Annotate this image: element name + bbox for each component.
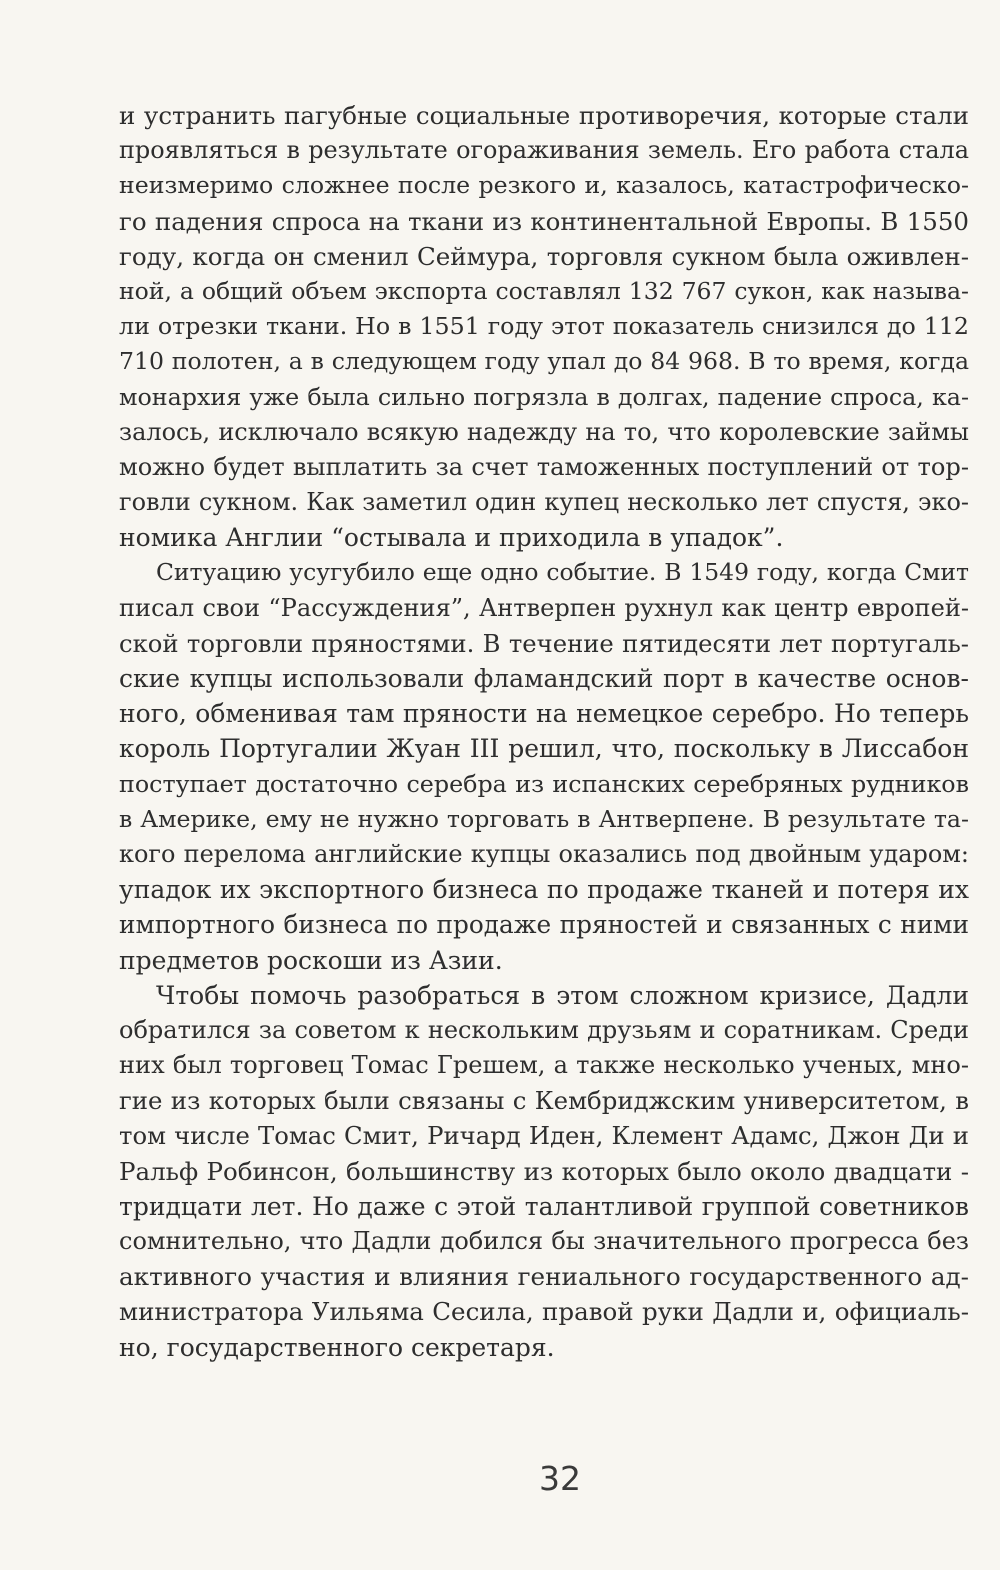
text-line: кого перелома английские купцы оказались под двойным ударом: <box>119 839 969 868</box>
text-line: проявляться в результате огораживания земель. Его работа стала <box>119 136 969 165</box>
text-line: ли отрезки ткани. Но в 1551 году этот показатель снизился до 112 <box>119 312 969 341</box>
text-line: монархия уже была сильно погрязла в долгах, падение спроса, ка- <box>119 382 969 411</box>
body-text <box>119 98 969 1365</box>
text-line: тридцати лет. Но даже с этой талантливой группой советников <box>119 1191 969 1221</box>
text-line: говли сукном. Как заметил один купец несколько лет спустя, эко- <box>119 488 969 517</box>
text-line: обратился за советом к нескольким друзьям и соратникам. Среди <box>119 1015 969 1044</box>
text-line: номика Англии “остывала и приходила в упадок”. <box>119 523 784 553</box>
text-line: но, государственного секретаря. <box>119 1332 555 1362</box>
text-line: и устранить пагубные социальные противоречия, которые стали <box>119 101 969 130</box>
text-line: министратора Уильяма Сесила, правой руки Дадли и, официаль- <box>119 1297 969 1327</box>
text-line: импортного бизнеса по продаже пряностей и связанных с ними <box>119 910 969 940</box>
text-line: том числе Томас Смит, Ричард Иден, Клемент Адамс, Джон Ди и <box>119 1121 969 1151</box>
text-line: можно будет выплатить за счет таможенных поступлений от тор- <box>119 452 969 481</box>
text-line: в Америке, ему не нужно торговать в Антверпене. В результате та- <box>119 804 969 833</box>
text-line: писал свои “Рассуждения”, Антверпен рухнул как центр европей- <box>119 593 969 622</box>
text-line: Ральф Робинсон, большинству из которых было около двадцати - <box>119 1156 969 1186</box>
text-line: гие из которых были связаны с Кембриджским университетом, в <box>119 1086 969 1116</box>
text-line: упадок их экспортного бизнеса по продаже тканей и потеря их <box>119 875 969 905</box>
text-line: неизмеримо сложнее после резкого и, казалось, катастрофическо- <box>119 171 969 200</box>
text-line: году, когда он сменил Сеймура, торговля сукном была оживлен- <box>119 241 969 271</box>
text-line: ской торговли пряностями. В течение пятидесяти лет португаль- <box>119 628 969 658</box>
text-line: 710 полотен, а в следующем году упал до 84 968. В то время, когда <box>119 347 969 376</box>
text-line: ного, обменивая там пряности на немецкое серебро. Но теперь <box>119 699 969 729</box>
text-line: ские купцы использовали фламандский порт в качестве основ- <box>119 664 969 693</box>
text-line: ной, а общий объем экспорта составлял 132 767 сукон, как называ- <box>119 276 969 305</box>
paragraph <box>119 978 969 1365</box>
page-number: 32 <box>539 1459 581 1498</box>
text-line: сомнительно, что Дадли добился бы значительного прогресса без <box>119 1227 969 1255</box>
text-line: го падения спроса на ткани из континентальной Европы. В 1550 <box>119 206 969 236</box>
text-line: залось, исключало всякую надежду на то, что королевские займы <box>119 417 969 446</box>
text-line: активного участия и влияния гениального государственного ад- <box>119 1262 969 1292</box>
text-line: Чтобы помочь разобраться в этом сложном кризисе, Дадли <box>156 980 969 1010</box>
text-line: король Португалии Жуан III решил, что, поскольку в Лиссабон <box>119 734 969 764</box>
paragraph <box>119 555 969 977</box>
text-line: поступает достаточно серебра из испанских серебряных рудников <box>119 769 969 798</box>
text-line: них был торговец Томас Грешем, а также несколько ученых, мно- <box>119 1051 969 1080</box>
text-line: Ситуацию усугубило еще одно событие. В 1549 году, когда Смит <box>156 558 969 587</box>
paragraph <box>119 98 969 555</box>
text-line: предметов роскоши из Азии. <box>119 945 503 975</box>
